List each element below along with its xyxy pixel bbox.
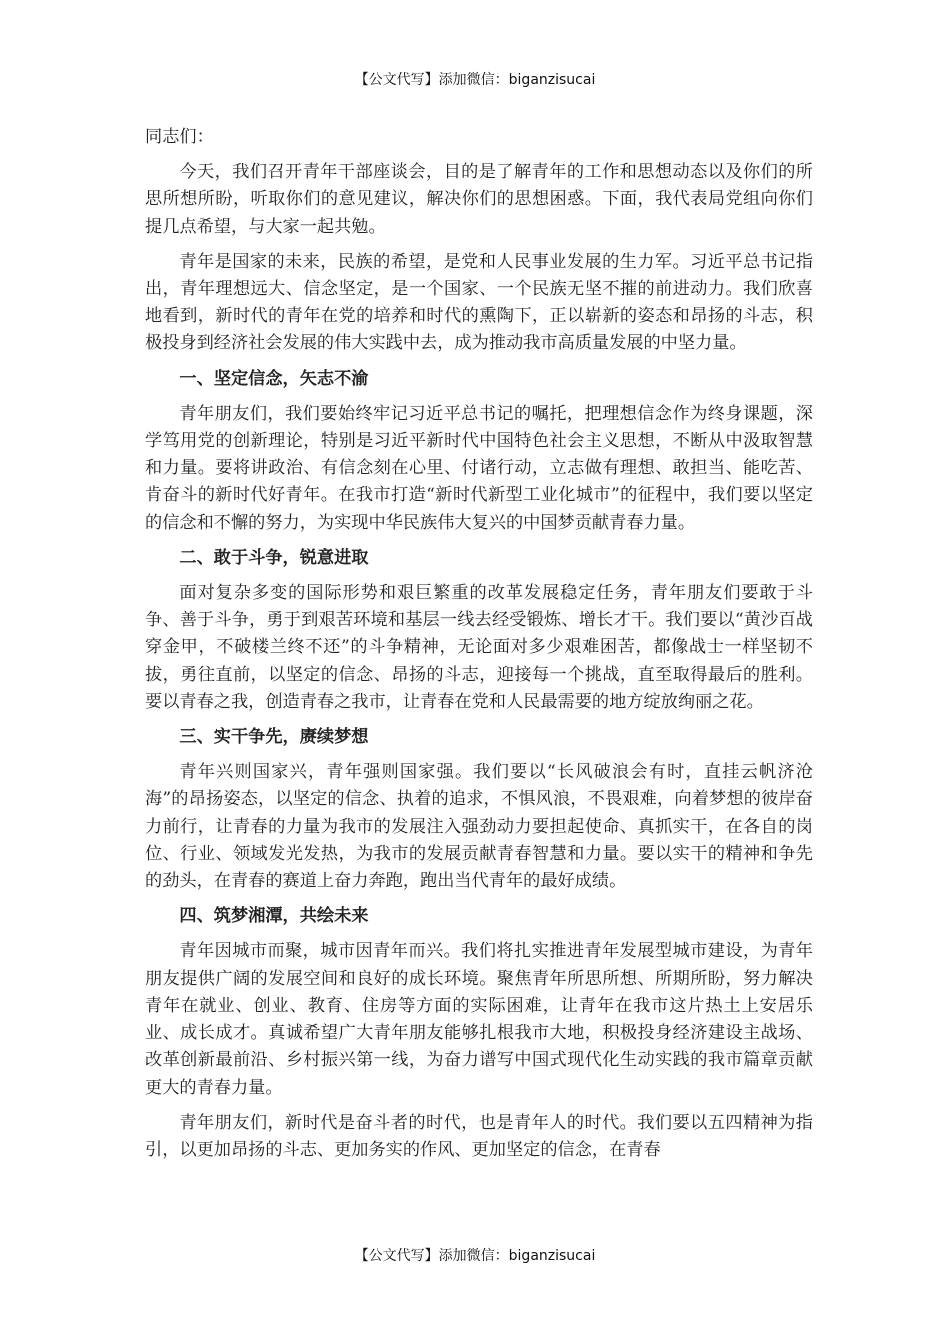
section-paragraph-1: 青年朋友们，我们要始终牢记习近平总书记的嘱托，把理想信念作为终身课题，深学笃用党的创新理论，特别是习近平新时代中国特色社会主义思想，不断从中汲取智慧和力量。要将讲政治、有信念刻在心里、付诸行动，立志做有理想、敢担当、能吃苦、肯奋斗的新时代好青年。在我市打造“新时代新型工业化城市”的征程中，我们要以坚定的信念和不懈的努力，为实现中华民族伟大复兴的中国梦贡献青春力量。 xyxy=(145,403,813,533)
page-header: 【公文代写】添加微信：biganzisucai xyxy=(354,72,596,88)
section-paragraph-2: 面对复杂多变的国际形势和艰巨繁重的改革发展稳定任务，青年朋友们要敢于斗争、善于斗争，勇于到艰苦环境和基层一线去经受锻炼、增长才干。我们要以“黄沙百战穿金甲，不破楼兰终不还”的斗争精神，无论面对多少艰难困苦，都像战士一样坚韧不拔，勇往直前，以坚定的信念、昂扬的斗志，迎接每一个挑战，直至取得最后的胜利。要以青春之我，创造青春之我市，让青春在党和人民最需要的地方绽放绚丽之花。 xyxy=(145,583,813,712)
section-heading-1: 一、坚定信念，矢志不渝 xyxy=(179,368,369,389)
salutation: 同志们： xyxy=(145,127,214,147)
section-heading-3: 三、实干争先，赓续梦想 xyxy=(179,727,369,748)
page-footer: 【公文代写】添加微信：biganzisucai xyxy=(354,1248,596,1264)
section-paragraph-4: 青年因城市而聚，城市因青年而兴。我们将扎实推进青年发展型城市建设，为青年朋友提供广阔的发展空间和良好的成长环境。聚焦青年所思所想、所期所盼，努力解决青年在就业、创业、教育、住房等方面的实际困难，让青年在我市这片热土上安居乐业、成长成才。真诚希望广大青年朋友能够扎根我市大地，积极投身经济建设主战场、改革创新最前沿、乡村振兴第一线，为奋力谱写中国式现代化生动实践的我市篇章贡献更大的青春力量。 xyxy=(145,941,813,1098)
intro-paragraph-1: 今天，我们召开青年干部座谈会，目的是了解青年的工作和思想动态以及你们的所思所想所盼，听取你们的意见建议，解决你们的思想困惑。下面，我代表局党组向你们提几点希望，与大家一起共勉。 xyxy=(145,162,813,237)
section-heading-4: 四、筑梦湘潭，共绘未来 xyxy=(179,906,369,927)
section-heading-2: 二、敢于斗争，锐意进取 xyxy=(179,547,369,568)
closing-paragraph: 青年朋友们，新时代是奋斗者的时代，也是青年人的时代。我们要以五四精神为指引，以更加昂扬的斗志、更加务实的作风、更加坚定的信念，在青春 xyxy=(145,1112,813,1160)
document-body xyxy=(145,124,813,1172)
section-paragraph-3: 青年兴则国家兴，青年强则国家强。我们要以“长风破浪会有时，直挂云帆济沧海”的昂扬姿态，以坚定的信念、执着的追求，不惧风浪，不畏艰难，向着梦想的彼岸奋力前行，让青春的力量为我市的发展注入强劲动力要担起使命、真抓实干，在各自的岗位、行业、领域发光发热，为我市的发展贡献青春智慧和力量。要以实干的精神和争先的劲头，在青春的赛道上奋力奔跑，跑出当代青年的最好成绩。 xyxy=(145,762,813,892)
intro-paragraph-2: 青年是国家的未来，民族的希望，是党和人民事业发展的生力军。习近平总书记指出，青年理想远大、信念坚定，是一个国家、一个民族无坚不摧的前进动力。我们欣喜地看到，新时代的青年在党的培养和时代的熏陶下，正以崭新的姿态和昂扬的斗志，积极投身到经济社会发展的伟大实践中去，成为推动我市高质量发展的中坚力量。 xyxy=(145,251,813,354)
